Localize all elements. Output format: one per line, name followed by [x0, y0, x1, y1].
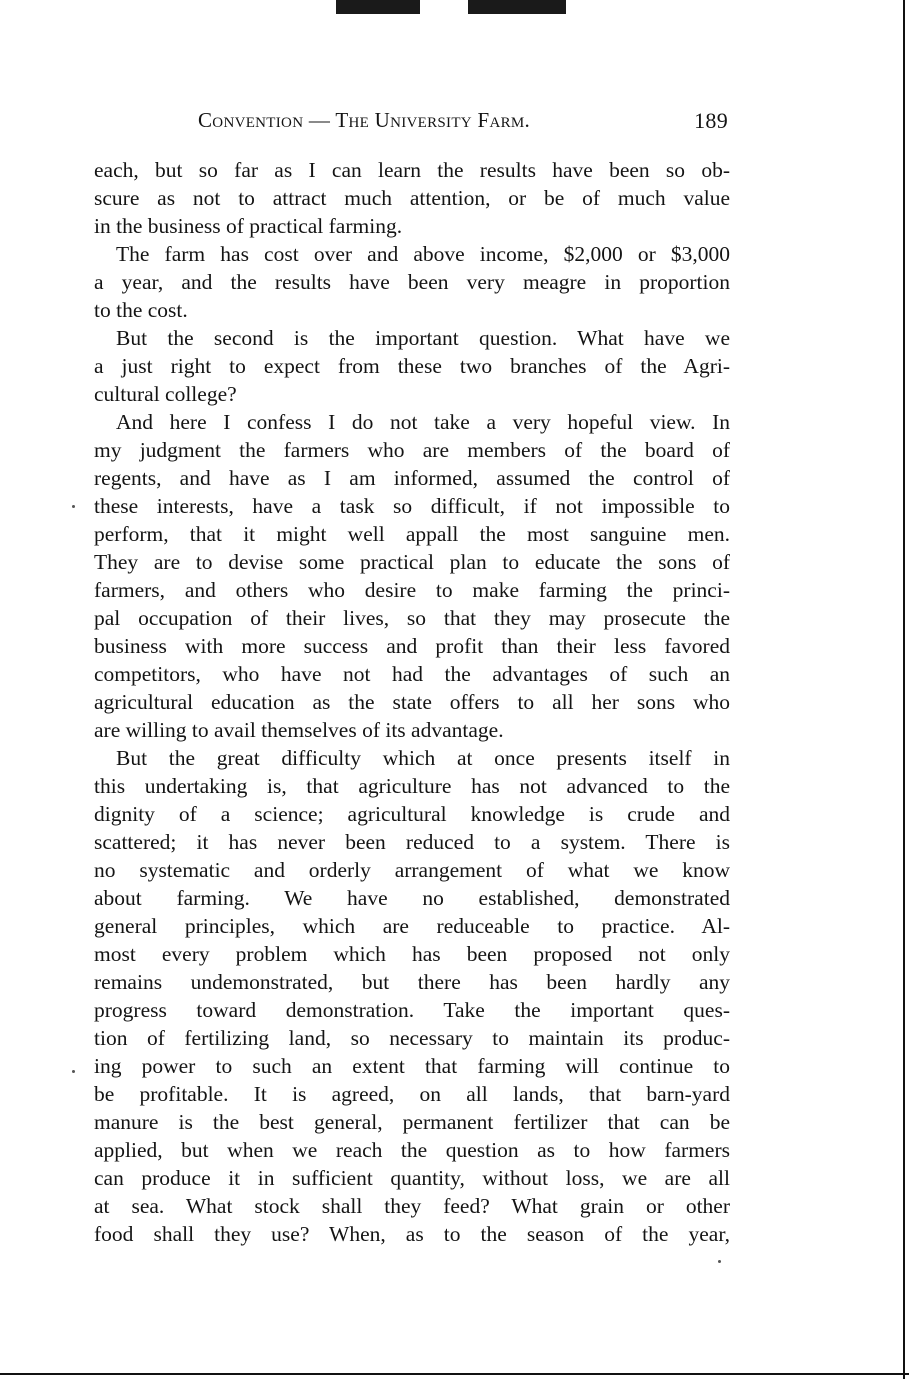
text-line: my judgment the farmers who are members of the board of	[94, 438, 730, 462]
page-edge-bottom	[0, 1373, 909, 1375]
text-line: And here I confess I do not take a very hopeful view. In	[116, 410, 730, 434]
paragraph	[94, 240, 730, 324]
text-line: scattered; it has never been reduced to a system. There is	[94, 830, 730, 854]
running-title: Convention — The University Farm.	[198, 108, 531, 132]
scan-speck	[718, 1260, 721, 1263]
text-line: food shall they use? When, as to the season of the year,	[94, 1222, 730, 1246]
text-line: regents, and have as I am informed, assumed the control of	[94, 466, 730, 490]
text-line: competitors, who have not had the advantages of such an	[94, 662, 730, 686]
text-line: in the business of practical farming.	[94, 214, 403, 238]
text-line: general principles, which are reduceable to practice. Al-	[94, 914, 730, 938]
text-line: applied, but when we reach the question as to how farmers	[94, 1138, 730, 1162]
text-line: be profitable. It is agreed, on all lands, that barn-yard	[94, 1082, 730, 1106]
page-number: 189	[694, 108, 728, 133]
text-line: dignity of a science; agricultural knowledge is crude and	[94, 802, 730, 826]
text-line: But the second is the important question. What have we	[116, 326, 730, 350]
text-line: manure is the best general, permanent fertilizer that can be	[94, 1110, 730, 1134]
text-line: a just right to expect from these two branches of the Agri-	[94, 354, 730, 378]
paragraph	[94, 156, 730, 240]
text-line: agricultural education as the state offers to all her sons who	[94, 690, 730, 714]
scan-speck	[72, 505, 75, 508]
text-line: The farm has cost over and above income, $2,000 or $3,000	[116, 242, 730, 266]
text-line: each, but so far as I can learn the results have been so ob-	[94, 158, 730, 182]
text-line: business with more success and profit than their less favored	[94, 634, 730, 658]
text-line: are willing to avail themselves of its advantage.	[94, 718, 504, 742]
text-line: But the great difficulty which at once presents itself in	[116, 746, 730, 770]
text-line: a year, and the results have been very meagre in proportion	[94, 270, 730, 294]
text-line: progress toward demonstration. Take the important ques-	[94, 998, 730, 1022]
body-text	[94, 156, 730, 1248]
text-line: can produce it in sufficient quantity, without loss, we are all	[94, 1166, 730, 1190]
text-line: to the cost.	[94, 298, 188, 322]
text-line: cultural college?	[94, 382, 237, 406]
text-line: most every problem which has been proposed not only	[94, 942, 730, 966]
text-line: remains undemonstrated, but there has been hardly any	[94, 970, 730, 994]
text-line: these interests, have a task so difficult, if not impossible to	[94, 494, 730, 518]
text-line: pal occupation of their lives, so that they may prosecute the	[94, 606, 730, 630]
running-head	[94, 108, 730, 138]
text-line: scure as not to attract much attention, or be of much value	[94, 186, 730, 210]
text-line: farmers, and others who desire to make farming the princi-	[94, 578, 730, 602]
scan-artifact-left	[336, 0, 420, 14]
scan-artifact-right	[468, 0, 566, 14]
paragraph	[94, 408, 730, 744]
text-line: They are to devise some practical plan to educate the sons of	[94, 550, 730, 574]
text-line: at sea. What stock shall they feed? What grain or other	[94, 1194, 730, 1218]
text-line: about farming. We have no established, demonstrated	[94, 886, 730, 910]
text-line: no systematic and orderly arrangement of what we know	[94, 858, 730, 882]
page-edge-right	[903, 0, 905, 1379]
paragraph	[94, 324, 730, 408]
text-line: perform, that it might well appall the most sanguine men.	[94, 522, 730, 546]
text-line: tion of fertilizing land, so necessary to maintain its produc-	[94, 1026, 730, 1050]
scan-speck	[72, 1070, 75, 1073]
paragraph	[94, 744, 730, 1248]
text-line: ing power to such an extent that farming will continue to	[94, 1054, 730, 1078]
text-line: this undertaking is, that agriculture has not advanced to the	[94, 774, 730, 798]
